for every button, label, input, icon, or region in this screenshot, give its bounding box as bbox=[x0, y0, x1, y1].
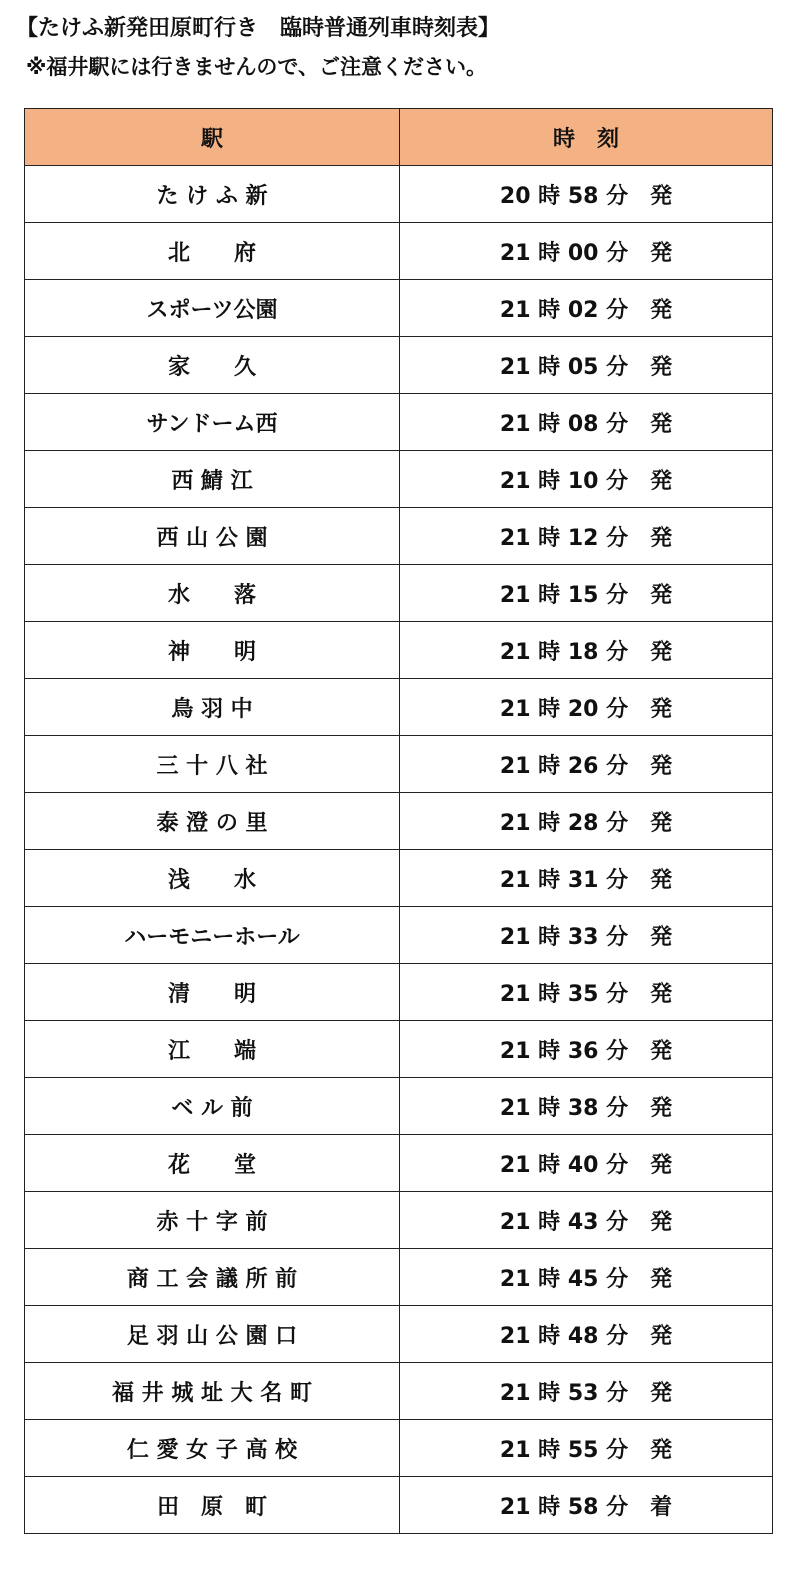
station-name: 西 鯖 江 bbox=[25, 451, 400, 508]
station-name: 神 明 bbox=[25, 622, 400, 679]
table-row bbox=[25, 337, 773, 394]
station-name: 花 堂 bbox=[25, 1135, 400, 1192]
departure-time: 21 時 55 分 発 bbox=[400, 1420, 773, 1477]
station-name: ベ ル 前 bbox=[25, 1078, 400, 1135]
station-name: 田 原 町 bbox=[25, 1477, 400, 1534]
departure-time: 21 時 08 分 発 bbox=[400, 394, 773, 451]
table-row bbox=[25, 394, 773, 451]
station-name: 仁 愛 女 子 高 校 bbox=[25, 1420, 400, 1477]
table-row bbox=[25, 736, 773, 793]
station-name: スポーツ公園 bbox=[25, 280, 400, 337]
station-name: た け ふ 新 bbox=[25, 166, 400, 223]
departure-time: 21 時 15 分 発 bbox=[400, 565, 773, 622]
table-row bbox=[25, 622, 773, 679]
station-name: 鳥 羽 中 bbox=[25, 679, 400, 736]
table-row bbox=[25, 280, 773, 337]
station-name: 江 端 bbox=[25, 1021, 400, 1078]
departure-time: 21 時 43 分 発 bbox=[400, 1192, 773, 1249]
station-name: 足 羽 山 公 園 口 bbox=[25, 1306, 400, 1363]
station-name: 水 落 bbox=[25, 565, 400, 622]
table-row bbox=[25, 793, 773, 850]
table-row bbox=[25, 1363, 773, 1420]
table-row bbox=[25, 1135, 773, 1192]
station-name: 三 十 八 社 bbox=[25, 736, 400, 793]
table-row bbox=[25, 679, 773, 736]
station-name: 赤 十 字 前 bbox=[25, 1192, 400, 1249]
table-row bbox=[25, 451, 773, 508]
table-row bbox=[25, 1192, 773, 1249]
station-name: 浅 水 bbox=[25, 850, 400, 907]
station-name: 清 明 bbox=[25, 964, 400, 1021]
table-row bbox=[25, 1249, 773, 1306]
station-column-header: 駅 bbox=[25, 109, 400, 166]
station-name: 家 久 bbox=[25, 337, 400, 394]
station-name: 北 府 bbox=[25, 223, 400, 280]
departure-time: 21 時 40 分 発 bbox=[400, 1135, 773, 1192]
departure-time: 21 時 45 分 発 bbox=[400, 1249, 773, 1306]
departure-time: 21 時 12 分 発 bbox=[400, 508, 773, 565]
timetable-body bbox=[25, 166, 773, 1534]
departure-time: 21 時 33 分 発 bbox=[400, 907, 773, 964]
departure-time: 21 時 02 分 発 bbox=[400, 280, 773, 337]
departure-time: 21 時 26 分 発 bbox=[400, 736, 773, 793]
table-row bbox=[25, 850, 773, 907]
departure-time: 21 時 18 分 発 bbox=[400, 622, 773, 679]
table-row bbox=[25, 964, 773, 1021]
departure-time: 21 時 31 分 発 bbox=[400, 850, 773, 907]
station-name: サンドーム西 bbox=[25, 394, 400, 451]
table-row bbox=[25, 508, 773, 565]
table-row bbox=[25, 1078, 773, 1135]
table-header-row bbox=[25, 109, 773, 166]
departure-time: 21 時 53 分 発 bbox=[400, 1363, 773, 1420]
notice-text: ※福井駅には行きませんので、ご注意ください。 bbox=[26, 55, 487, 79]
table-row bbox=[25, 166, 773, 223]
departure-time: 21 時 36 分 発 bbox=[400, 1021, 773, 1078]
departure-time: 21 時 38 分 発 bbox=[400, 1078, 773, 1135]
table-row bbox=[25, 1477, 773, 1534]
departure-time: 21 時 35 分 発 bbox=[400, 964, 773, 1021]
departure-time: 21 時 05 分 発 bbox=[400, 337, 773, 394]
departure-time: 21 時 20 分 発 bbox=[400, 679, 773, 736]
timetable bbox=[24, 108, 773, 1534]
station-name: 福 井 城 址 大 名 町 bbox=[25, 1363, 400, 1420]
station-name: 西 山 公 園 bbox=[25, 508, 400, 565]
table-row bbox=[25, 1021, 773, 1078]
table-row bbox=[25, 907, 773, 964]
table-row bbox=[25, 223, 773, 280]
departure-time: 21 時 28 分 発 bbox=[400, 793, 773, 850]
station-name: ハーモニーホール bbox=[25, 907, 400, 964]
station-name: 泰 澄 の 里 bbox=[25, 793, 400, 850]
table-row bbox=[25, 1420, 773, 1477]
station-name: 商 工 会 議 所 前 bbox=[25, 1249, 400, 1306]
page-title: 【たけふ新発田原町行き 臨時普通列車時刻表】 bbox=[16, 16, 501, 41]
departure-time: 20 時 58 分 発 bbox=[400, 166, 773, 223]
time-column-header: 時 刻 bbox=[400, 109, 773, 166]
departure-time: 21 時 10 分 発 bbox=[400, 451, 773, 508]
departure-time: 21 時 48 分 発 bbox=[400, 1306, 773, 1363]
table-row bbox=[25, 1306, 773, 1363]
table-row bbox=[25, 565, 773, 622]
arrival-time: 21 時 58 分 着 bbox=[400, 1477, 773, 1534]
departure-time: 21 時 00 分 発 bbox=[400, 223, 773, 280]
